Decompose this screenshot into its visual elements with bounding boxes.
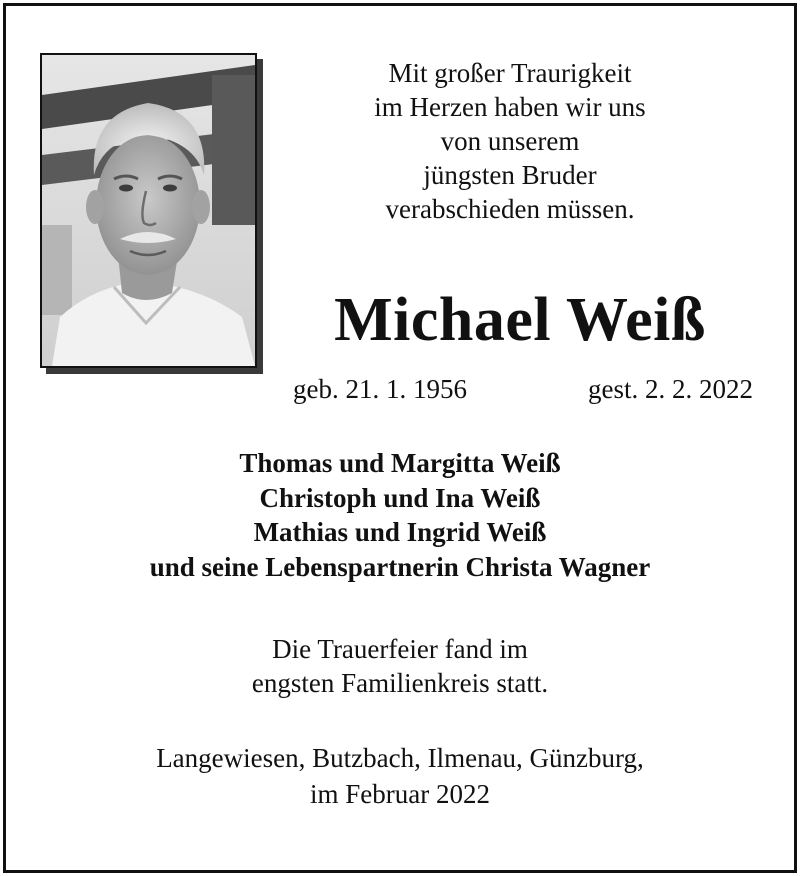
intro-line: Mit großer Traurigkeit bbox=[388, 58, 632, 88]
family-line: und seine Lebenspartnerin Christa Wagner bbox=[149, 551, 651, 582]
deceased-name: Michael Weiß bbox=[334, 286, 706, 354]
place-and-date bbox=[40, 740, 760, 812]
places-line: Langewiesen, Butzbach, Ilmenau, Günzburg, bbox=[156, 743, 644, 773]
intro-line: von unserem bbox=[440, 126, 580, 156]
family-line: Thomas und Margitta Weiß bbox=[239, 448, 561, 478]
intro-line: im Herzen haben wir uns bbox=[374, 92, 646, 122]
intro-line: verabschieden müssen. bbox=[385, 194, 635, 224]
family-line: Mathias und Ingrid Weiß bbox=[253, 517, 547, 547]
ceremony-line: Die Trauerfeier fand im bbox=[272, 634, 528, 664]
life-dates bbox=[293, 371, 753, 407]
month-line: im Februar 2022 bbox=[310, 779, 490, 809]
intro-line: jüngsten Bruder bbox=[423, 160, 597, 190]
ceremony-line: engsten Familienkreis statt. bbox=[251, 668, 549, 698]
death-date: gest. 2. 2. 2022 bbox=[588, 374, 753, 404]
intro-text bbox=[300, 56, 720, 226]
portrait-photo bbox=[40, 53, 257, 368]
family-list bbox=[40, 446, 760, 584]
birth-date: geb. 21. 1. 1956 bbox=[293, 374, 467, 404]
ceremony-note bbox=[100, 632, 700, 700]
family-line: Christoph und Ina Weiß bbox=[259, 482, 541, 513]
portrait-image bbox=[42, 55, 255, 366]
